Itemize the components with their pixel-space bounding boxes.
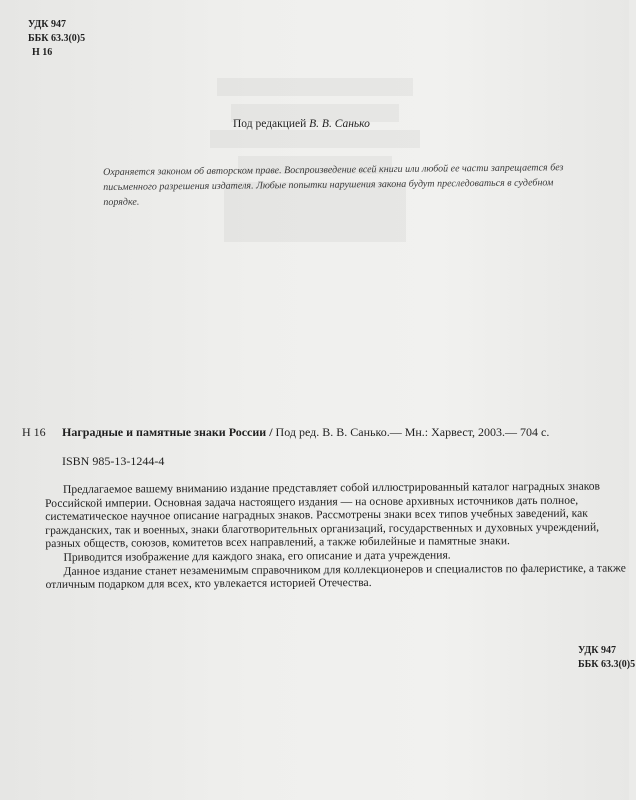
imprint: Под ред. В. В. Санько.— Мн.: Харвест, 2003.— 704 с.: [272, 425, 550, 439]
top-classification-codes: [28, 18, 85, 60]
udk-code: УДК 947: [28, 19, 66, 30]
editor-line: [233, 118, 370, 130]
bbk-code: ББК 63.3(0)5: [578, 659, 636, 670]
abstract-paragraph: Предлагаемое вашему вниманию издание представляет собой иллюстрированный каталог наградных знаков Российской империи. Основная задача настоящего издания — на основе архивных источников дать полное, систематическое научное описание наградных знаков. Рассмотрены знаки всех типов учебных заведений, как гражданских, так и военных, знаки благотворительных организаций, государственных и духовных учреждений, разных обществ, союзов, комитетов всех направлений, а также юбилейные и памятные знаки.: [45, 479, 601, 551]
show-through-ghost-image: [175, 70, 455, 350]
editor-prefix: Под редакцией: [233, 118, 307, 130]
bibliographic-record: [62, 425, 549, 440]
udk-code: УДК 947: [578, 645, 616, 656]
bibliographic-mark: Н 16: [22, 425, 46, 439]
bottom-classification-codes: [578, 644, 635, 672]
copyright-notice: Охраняется законом об авторском праве. Воспроизведение всей книги или любой ее части запрещается без письменного разрешения издателя. Любые попытки нарушения закона будут преследоваться в судебном порядке.: [103, 162, 564, 208]
abstract-paragraph: Данное издание станет незаменимым справочником для коллекционеров и специалистов по фалеристике, а также отличным подарком для всех, кто увлекается историей Отечества.: [45, 561, 626, 592]
bbk-code: ББК 63.3(0)5: [28, 33, 86, 44]
editor-name: В. В. Санько: [309, 118, 370, 130]
book-title: Наградные и памятные знаки России /: [62, 425, 273, 439]
isbn: ISBN 985-13-1244-4: [62, 454, 165, 468]
abstract: [45, 479, 636, 591]
abstract-paragraph: Приводится изображение для каждого знака, его описание и дата учреждения.: [63, 548, 451, 564]
author-mark: Н 16: [32, 47, 53, 58]
